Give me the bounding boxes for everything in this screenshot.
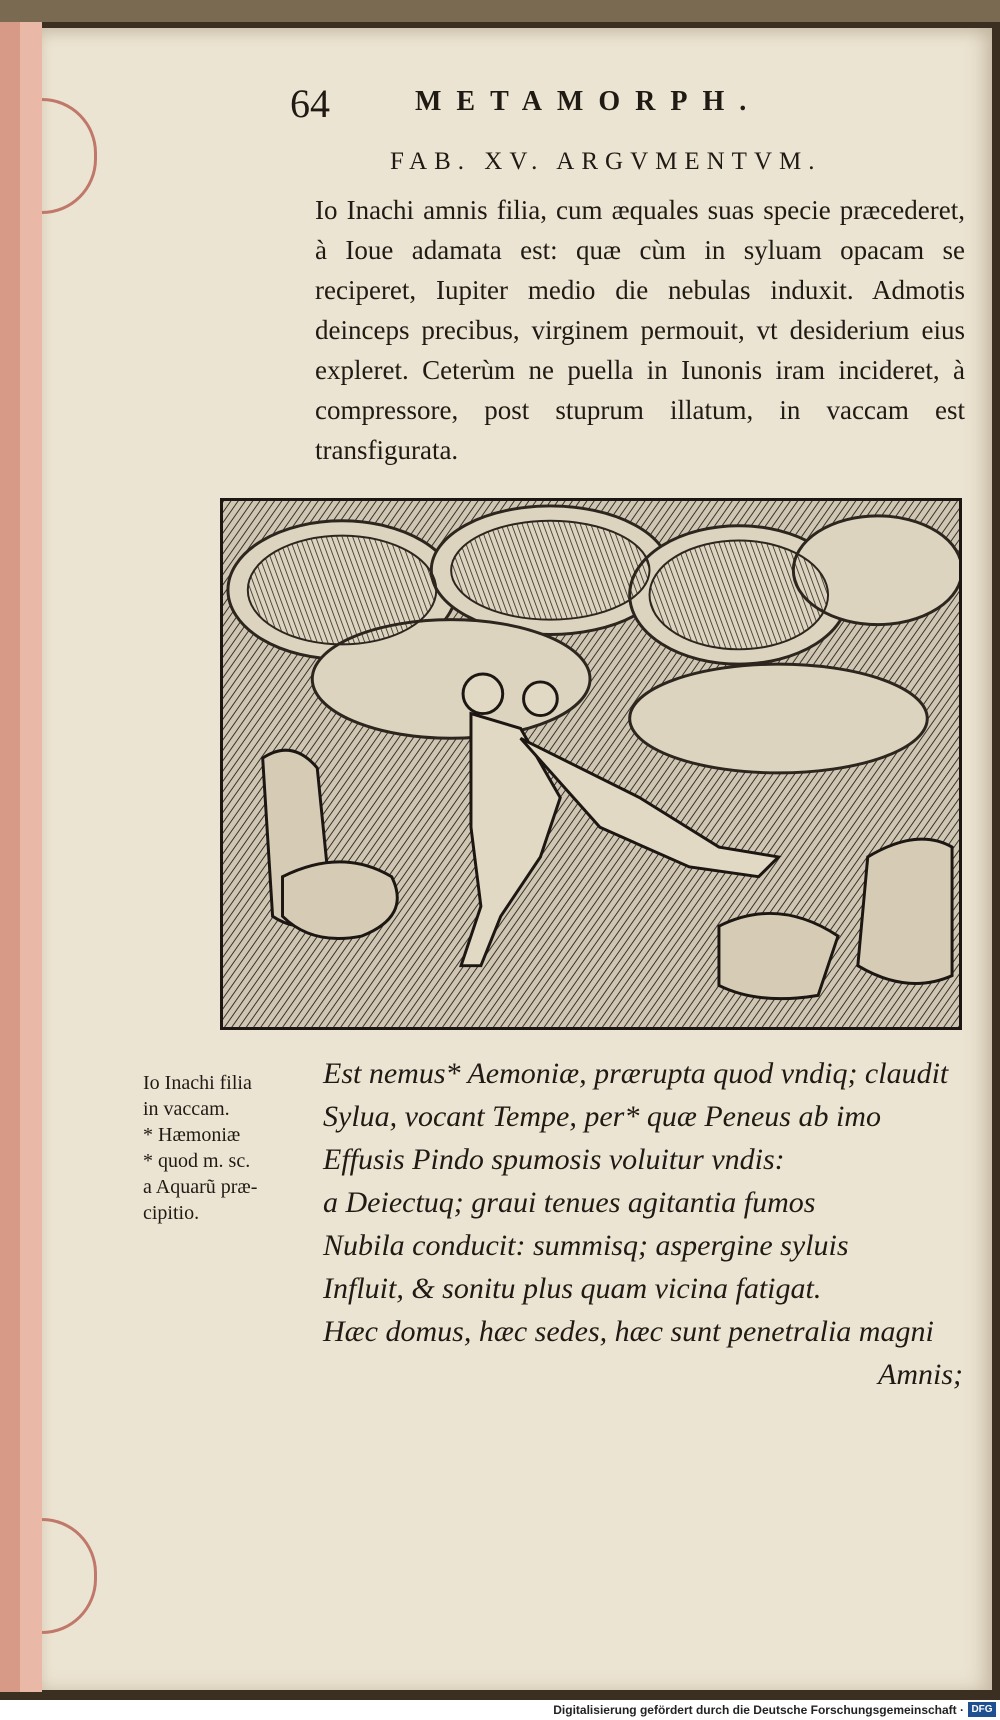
margin-note: a Aquarũ præ- (143, 1176, 258, 1198)
margin-note: Io Inachi filia (143, 1072, 252, 1094)
poem-line: Sylua, vocant Tempe, per* quæ Peneus ab imo (323, 1100, 881, 1133)
margin-note: in vaccam. (143, 1098, 230, 1120)
page-header (290, 80, 850, 126)
margin-notes (143, 1070, 323, 1226)
margin-note: * Hæmoniæ (143, 1124, 241, 1146)
page-edge-inner (20, 22, 42, 1692)
fable-title: FAB. XV. ARGVMENTVM. (390, 148, 822, 175)
poem-line: Est nemus* Aemoniæ, prærupta quod vndiq; claudit (323, 1057, 949, 1090)
page-number: 64 (290, 81, 330, 126)
poem-verses (323, 1052, 973, 1396)
poem-line: Hæc domus, hæc sedes, hæc sunt penetralia magni (323, 1315, 934, 1348)
poem-line: Influit, & sonitu plus quam vicina fatigat. (323, 1272, 822, 1305)
argument-paragraph: Io Inachi amnis filia, cum æquales suas specie præcederet, à Ioue adamata est: quæ cùm in syluam opacam se reciperet, Iupiter medio die nebulas induxit. Admotis deinceps precibus, virginem permouit, vt desiderium eius expleret. Ceterùm ne puella in Iunonis iram incideret, à compressore, post stuprum illatum, in vaccam est transfigurata. (315, 195, 965, 465)
poem-line: Amnis; (878, 1358, 963, 1391)
margin-note: * quod m. sc. (143, 1150, 251, 1172)
poem-line: a Deiectuq; graui tenues agitantia fumos (323, 1186, 816, 1219)
book-top-edge (0, 0, 1000, 22)
binding-ring-icon (42, 1518, 97, 1634)
poem-line: Nubila conducit: summisq; aspergine syluis (323, 1229, 849, 1262)
woodcut-svg (223, 501, 959, 1027)
running-title: METAMORPH. (415, 86, 762, 117)
poem-line: Effusis Pindo spumosis voluitur vndis: (323, 1143, 785, 1176)
footer-bar (0, 1700, 1000, 1720)
digitization-note: Digitalisierung gefördert durch die Deutsche Forschungsgemeinschaft · (553, 1703, 964, 1717)
dfg-logo-icon: DFG (968, 1702, 996, 1717)
woodcut-illustration-icon (220, 498, 962, 1030)
binding-ring-icon (42, 98, 97, 214)
margin-note: cipitio. (143, 1202, 200, 1224)
